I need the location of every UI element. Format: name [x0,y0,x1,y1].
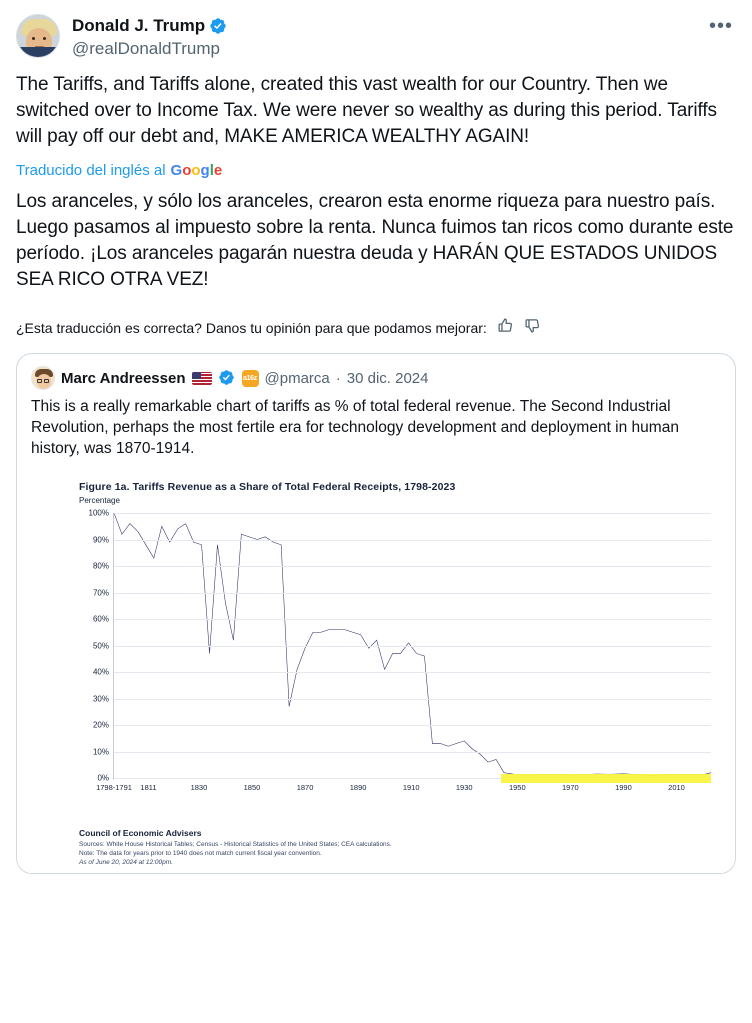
chart-image[interactable] [17,481,735,873]
chart-x-tick-label: 1870 [296,783,314,792]
chart-x-tick-label: 1850 [243,783,261,792]
chart-y-tick-label: 100% [88,508,109,518]
avatar[interactable] [31,366,55,390]
chart-x-tick-label: 1811 [140,783,157,792]
google-logo: Google [170,162,223,179]
verified-badge-icon [218,369,236,387]
chart-footer-asof: As of June 20, 2024 at 12:00pm. [79,859,173,866]
chart-title: Figure 1a. Tariffs Revenue as a Share of Total Federal Receipts, 1798-2023 [79,481,456,493]
chart-x-tick-label: 1798-1791 [96,783,132,792]
chart-subtitle: Percentage [79,496,120,505]
chart-y-tick-label: 90% [92,535,109,544]
translated-from-text: Traducido del inglés al [16,162,166,179]
thumbs-down-icon[interactable] [524,317,541,339]
chart-plot-area [79,508,717,801]
quoted-tweet-date: 30 dic. 2024 [346,369,429,387]
quoted-tweet-header [17,354,735,390]
quoted-tweet[interactable] [16,353,736,874]
tweet-text: The Tariffs, and Tariffs alone, created this vast wealth for our Country. Then we switched over to Income Tax. We were never so wealthy as during this period. Tariffs will pay off our debt and, MAKE AMERICA WEALTHY AGAIN! [16,74,717,147]
chart-gridline [114,593,711,594]
chart-y-tick-label: 0% [97,773,109,783]
chart-footer [79,828,717,867]
quoted-author-handle: @pmarca [264,369,330,387]
translation-feedback-question: ¿Esta traducción es correcta? Danos tu opinión para que podamos mejorar: [16,320,487,336]
chart-gridline [114,752,711,753]
chart-y-tick-label: 60% [92,614,109,624]
chart-y-tick-label: 80% [92,561,109,571]
quoted-tweet-text: This is a really remarkable chart of tariffs as % of total federal revenue. The Second Industrial Revolution, perhaps the most fertile era for technology development and deployment in human history, was 1870-1914. [31,398,679,457]
chart-gridline [114,566,711,567]
chart-y-tick-label: 50% [92,641,109,650]
chart-axes [88,508,711,792]
chart-x-tick-label: 2010 [668,783,685,792]
author-handle[interactable]: @realDonaldTrump [72,39,220,58]
author-display-name[interactable]: Donald J. Trump [72,16,206,35]
chart-highlight-band [501,774,711,783]
tweet-header [16,14,736,60]
chart-gridline [114,540,711,541]
thumbs-up-icon[interactable] [497,317,514,339]
chart-gridline [114,619,711,620]
chart-x-tick-label: 1930 [455,783,473,792]
verified-badge-icon [209,17,227,35]
chart-gridline [114,646,711,647]
more-options-icon[interactable]: ••• [708,15,733,37]
chart-x-tick-label: 1890 [349,783,367,792]
us-flag-icon [192,372,212,385]
chart-y-tick-label: 30% [92,694,109,703]
translation-feedback [16,317,736,339]
chart-x-tick-label: 1830 [190,783,208,792]
chart-x-tick-label: 1950 [508,783,526,792]
chart-y-tick-label: 20% [92,720,109,730]
subscription-badge: a16z [242,370,259,387]
chart-y-tick-label: 70% [92,588,109,597]
chart-x-tick-label: 1910 [402,783,420,792]
chart-y-tick-label: 10% [92,747,109,756]
chart-x-tick-label: 1990 [615,783,632,792]
author-block [72,14,227,60]
separator: · [335,369,341,387]
chart-gridline [114,725,711,726]
avatar[interactable] [16,14,60,58]
chart-gridline [114,513,711,514]
chart-footer-org: Council of Economic Advisers [79,828,202,838]
chart-y-tick-label: 40% [92,667,109,677]
chart-footer-sources: Sources: White House Historical Tables; Census - Historical Statistics of the United States; CEA calculations. [79,841,392,848]
chart-gridline [114,699,711,700]
translated-from-label[interactable] [16,162,736,179]
chart-x-tick-label: 1970 [562,783,579,792]
chart-gridline [114,672,711,673]
translated-text: Los aranceles, y sólo los aranceles, crearon esta enorme riqueza para nuestro país. Luego pasamos al impuesto sobre la renta. Nunca fuimos tan ricos como durante este período. ¡Los aranceles pagarán nuestra deuda y HARÁN QUE ESTADOS UNIDOS SEA RICO OTRA VEZ! [16,191,734,290]
chart-footer-note: Note: The data for years prior to 1940 does not match current fiscal year convention. [79,850,322,857]
quoted-author-display-name: Marc Andreessen [61,369,186,387]
